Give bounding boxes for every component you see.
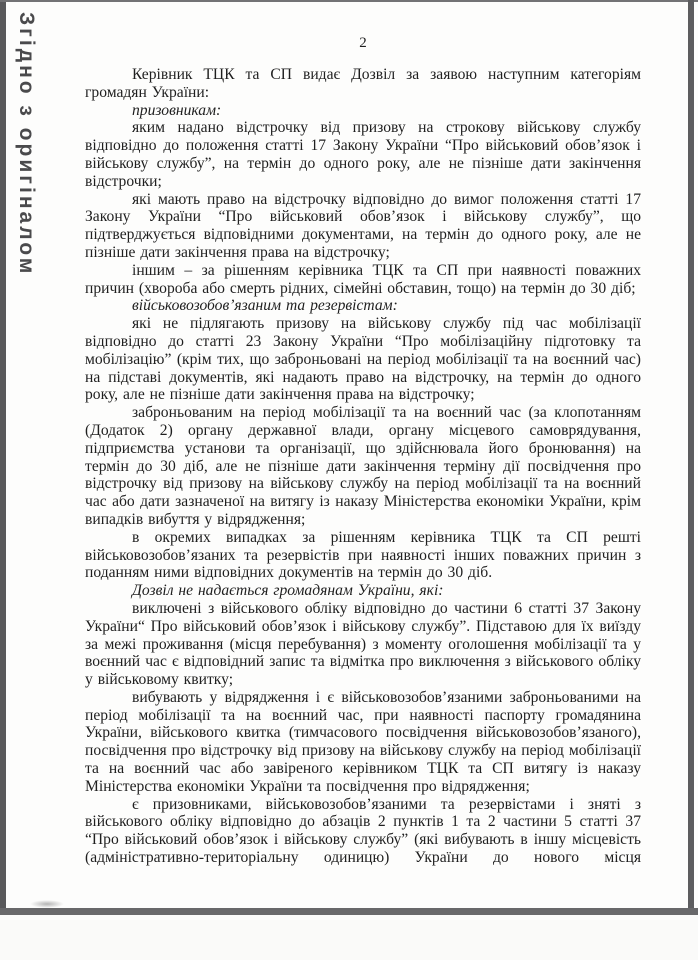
section-heading-not-granted: Дозвіл не надається громадянам України, які: xyxy=(132,582,444,600)
document-text xyxy=(85,66,641,867)
document-body xyxy=(85,34,641,867)
photo-edge-right xyxy=(688,0,694,915)
paragraph: заброньованим на період мобілізації та на воєнний час (за клопотанням (Додаток 2) органу державної влади, органу місцевого самоврядування, підприємства установи та організації, що здійснювала його бронювання) на термін до 30 діб, але не пізніше дати закінчення терміну дії посвідчення про відстрочку від призову на військову службу на період мобілізації та на воєнний час або дати зазначеної на витягу із наказу Міністерства економіки України, крім випадків вибуття у відрядження; xyxy=(85,404,641,528)
paragraph-intro: Керівник ТЦК та СП видає Дозвіл за заявою наступним категоріям громадян України: xyxy=(85,66,641,101)
photo-edge-left xyxy=(0,0,6,915)
paragraph-continued: є призовниками, військовозобов’язаними та резервістами і зняті з військового обліку відповідно до абзаців 2 пунктів 1 та 2 частини 5 статті 37 “Про військовий обов’язок і військову службу” (які вибувають в іншу місцевість (адміністративно-територіальну одиницю) України до нового місця xyxy=(85,795,641,867)
paragraph: які мають право на відстрочку відповідно до вимог положення статті 17 Закону України “Про військовий обов’язок і військову службу”, що підтверджується відповідними документами, на термін до одного року, але не пізніше дати закінчення права на відстрочку; xyxy=(85,190,641,261)
page-corner-shadow xyxy=(30,900,64,908)
paragraph: які не підлягають призову на військову службу під час мобілізації відповідно до статті 23 Закону України “Про мобілізаційну підготовку та мобілізацію” (крім тих, що заброньовані на період мобілізації та на воєнний час) на підставі документів, які надають право на відстрочку, на термін до одного року, але не пізніше дати закінчення права на відстрочку; xyxy=(85,315,641,404)
paragraph: іншим – за рішенням керівника ТЦК та СП при наявності поважних причин (хвороба або смерть рідних, сімейні обставин, тощо) на термін до 30 діб; xyxy=(85,261,641,297)
section-heading-conscripts: призовникам: xyxy=(132,101,222,119)
certification-stamp-vertical: Згідно з оригіналом xyxy=(15,12,38,277)
photo-edge-top xyxy=(0,0,698,2)
section-heading-reservists: військовозобов’язаним та резервістам: xyxy=(132,297,398,315)
paragraph: вибувають у відрядження і є військовозобов’язаними заброньованими на період мобілізації та на воєнний час, при наявності паспорту громадянина України, військового квитка (тимчасового посвідчення військовозобов’язаного), посвідчення про відстрочку від призову на військову службу на період мобілізації та на воєнний час або завіреного керівником ТЦК та СП витягу із наказу Міністерства економіки України та посвідчення про відрядження; xyxy=(85,688,641,795)
paragraph: в окремих випадках за рішенням керівника ТЦК та СП решті військовозобов’язаних та резервістів при наявності інших поважних причин з поданням ними відповідних документів на термін до 30 діб. xyxy=(85,528,641,582)
background-below-photo xyxy=(0,915,698,960)
paragraph: виключені з військового обліку відповідно до частини 6 статті 37 Закону України“ Про військовий обов’язок і військову службу”. Підставою для їх виїзду за межі проживання (місця перебування) з моменту оголошення мобілізації та у воєнний час є відповідний запис та відмітка про виключення з військового обліку у військовому квитку; xyxy=(85,599,641,689)
paragraph: яким надано відстрочку від призову на строкову військову службу відповідно до положення статті 17 Закону України “Про військовий обов’язок і військову службу”, на термін до одного року, але не пізніше дати закінчення відстрочки; xyxy=(85,119,641,190)
page-number: 2 xyxy=(359,35,367,51)
photo-edge-bottom xyxy=(0,908,698,915)
